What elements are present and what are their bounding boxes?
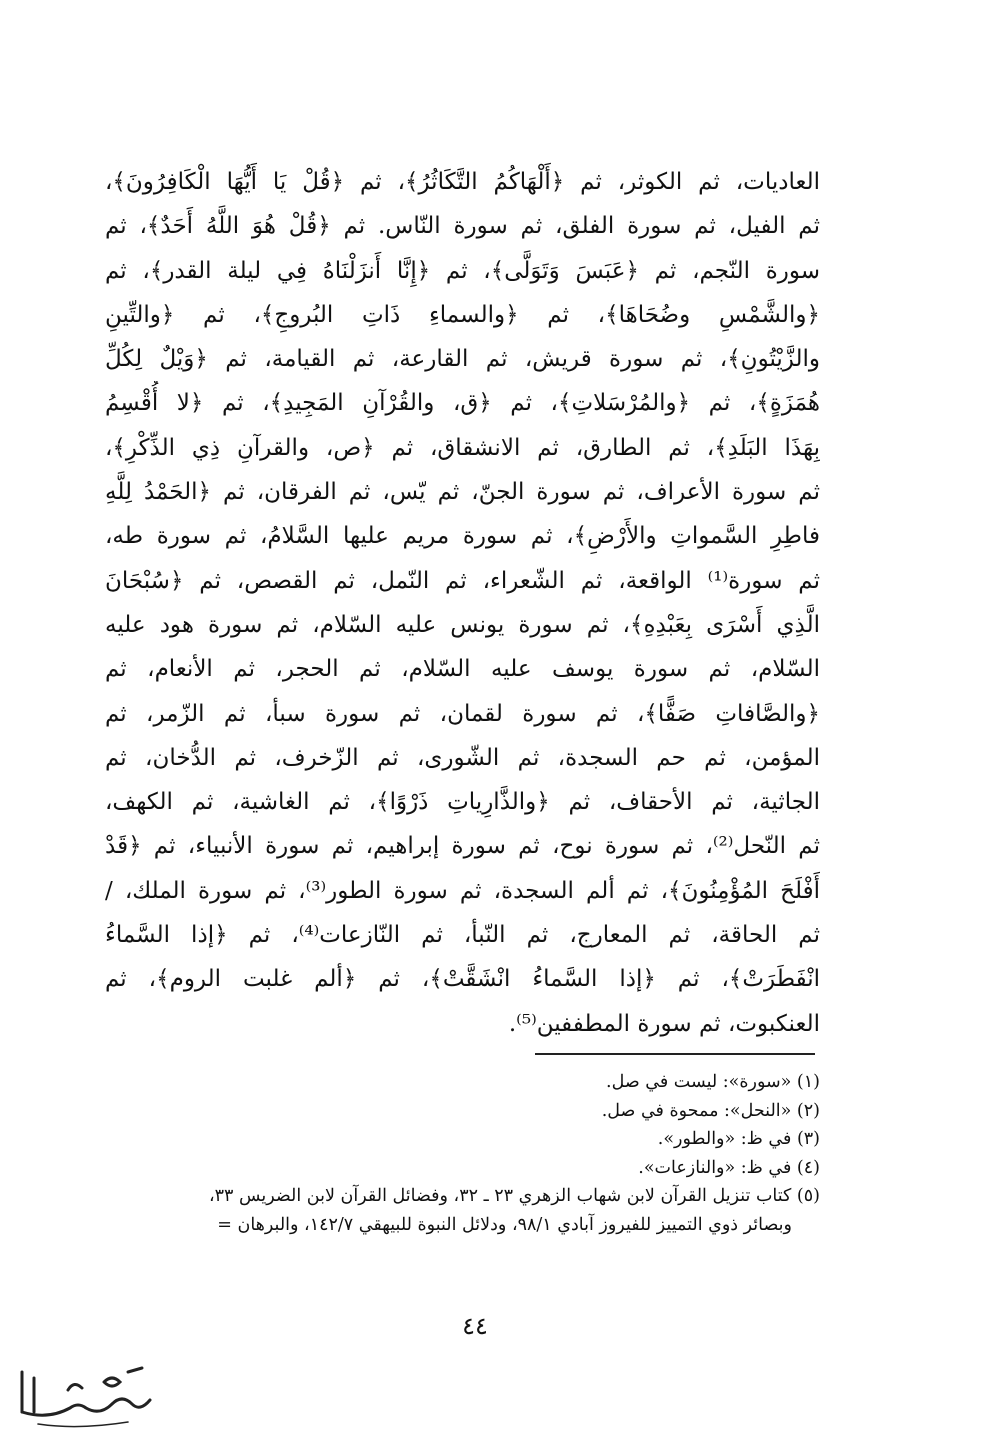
footnote-3: (٣) في ظ: «والطور». <box>657 1129 820 1149</box>
footnote-4: (٤) في ظ: «والنازعات». <box>638 1157 820 1178</box>
text-line: هُمَزَةٍ﴾، ثم ﴿والمُرْسَلاتِ﴾، ثم ﴿ق، والقُرْآنِ المَجِيدِ﴾، ثم ﴿لا أُقْسِمُ <box>105 390 820 417</box>
text-line: المؤمن، ثم حم السجدة، ثم الشّورى، ثم الزّخرف، ثم الدُّخان، ثم <box>105 744 820 771</box>
calligraphy-stamp-logo <box>8 1350 158 1430</box>
text-line: ثم سورة⁽¹⁾ الواقعة، ثم الشّعراء، ثم النّمل، ثم القصص، ثم ﴿سُبْحَانَ <box>105 567 820 594</box>
stamp-strokes <box>22 1368 150 1427</box>
text-line: ثم النّحل⁽²⁾، ثم سورة نوح، ثم سورة إبراهيم، ثم سورة الأنبياء، ثم ﴿قَدْ <box>105 833 820 860</box>
footnote-5-continued: وبصائر ذوي التمييز للفيروز آبادي ٩٨/١، ودلائل النبوة للبيهقي ١٤٢/٧، والبرهان = <box>217 1214 792 1235</box>
text-line: الجاثية، ثم الأحقاف، ثم ﴿والذَّارِياتِ ذَرْوًا﴾، ثم الغاشية، ثم الكهف، <box>105 789 820 816</box>
footnotes <box>105 1068 820 1239</box>
text-line: ثم الفيل، ثم سورة الفلق، ثم سورة النّاس. ثم ﴿قُلْ هُوَ اللَّهُ أَحَدٌ﴾، ثم <box>105 213 820 240</box>
text-line: السّلام، ثم سورة يوسف عليه السّلام، ثم الحجر، ثم الأنعام، ثم <box>105 656 820 683</box>
text-line: بِهَذَا البَلَدِ﴾، ثم الطارق، ثم الانشقاق، ثم ﴿ص، والقرآنِ ذِي الذِّكْرِ﴾، <box>105 434 820 461</box>
text-line: العاديات، ثم الكوثر، ثم ﴿أَلْهَاكُمُ التَّكَاثُرُ﴾، ثم ﴿قُلْ يَا أَيُّهَا الْكَافِرُونَ﴾، <box>105 169 820 195</box>
main-text <box>105 160 820 1046</box>
text-line: فاطِرِ السَّمواتِ والأَرْضِ﴾، ثم سورة مريم عليها السَّلامُ، ثم سورة طه، <box>105 523 820 550</box>
text-line: ثم الحاقة، ثم المعارج، ثم النّبأ، ثم النّازعات⁽⁴⁾، ثم ﴿إذا السَّماءُ <box>105 922 820 949</box>
text-line: سورة النّجم، ثم ﴿عَبَسَ وَتَوَلَّى﴾، ثم ﴿إِنَّا أَنزَلْنَاهُ فِي ليلة القدر﴾، ثم <box>105 257 820 284</box>
text-line: ﴿والصَّافاتِ صَفًّا﴾، ثم سورة لقمان، ثم سورة سبأ، ثم الزّمر، ثم <box>105 700 820 727</box>
footnote-5: (٥) كتاب تنزيل القرآن لابن شهاب الزهري ٢٣ ـ ٣٢، وفضائل القرآن لابن الضريس ٣٣، <box>209 1186 820 1206</box>
text-line: أَفْلَحَ المُؤْمِنُونَ﴾، ثم ألم السجدة، ثم سورة الطور⁽³⁾، ثم سورة الملك، / <box>105 877 820 904</box>
text-line: ﴿والشَّمْسِ وضُحَاهَا﴾، ثم ﴿والسماءِ ذَاتِ البُروجِ﴾، ثم ﴿والتِّينِ <box>105 301 820 328</box>
text-line: ثم سورة الأعراف، ثم سورة الجنّ، ثم يّس، ثم الفرقان، ثم ﴿الحَمْدُ لِلَّهِ <box>105 479 820 506</box>
footnote-2: (٢) «النحل»: ممحوة في صل. <box>601 1100 820 1121</box>
page-number: ٤٤ <box>462 1312 488 1340</box>
footnote-1: (١) «سورة»: ليست في صل. <box>606 1072 820 1092</box>
text-line: الَّذِي أَسْرَى بِعَبْدِهِ﴾، ثم سورة يونس عليه السّلام، ثم سورة هود عليه <box>105 611 820 638</box>
text-line: والزَّيْتُونِ﴾، ثم سورة قريش، ثم القارعة، ثم القيامة، ثم ﴿وَيْلٌ لِكُلِّ <box>105 346 820 373</box>
footnote-divider <box>535 1053 815 1055</box>
text-line: العنكبوت، ثم سورة المطففين⁽⁵⁾. <box>508 1010 820 1037</box>
text-line: انْفَطَرَتْ﴾، ثم ﴿إذا السَّماءُ انْشَقَّتْ﴾، ثم ﴿ألم غلبت الروم﴾، ثم <box>105 966 820 993</box>
